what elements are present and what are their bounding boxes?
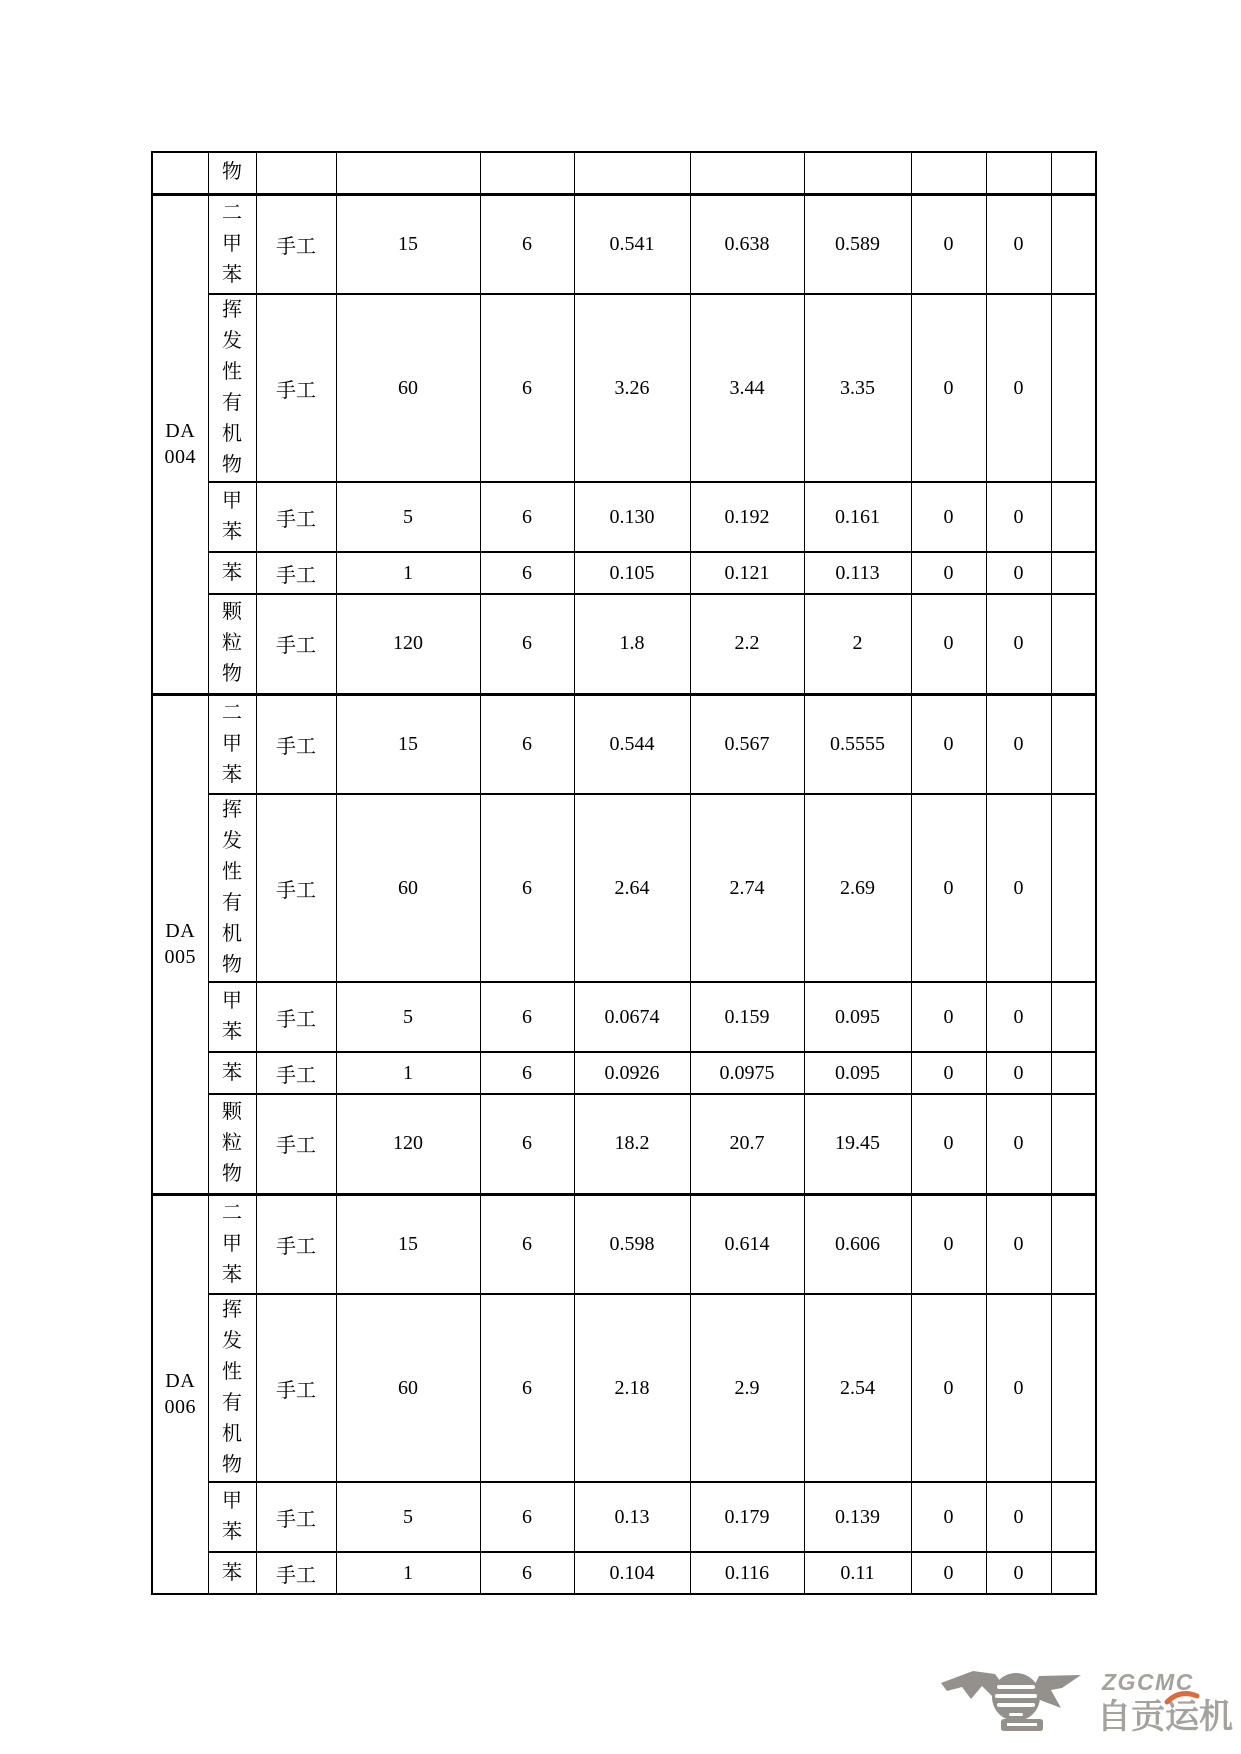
cell-blank bbox=[1051, 1094, 1096, 1194]
cell-count bbox=[480, 152, 574, 194]
cell-count: 6 bbox=[480, 1052, 574, 1094]
table-row bbox=[152, 194, 1096, 294]
cell-value-3: 0.095 bbox=[804, 1052, 911, 1094]
cell-zero-2: 0 bbox=[986, 594, 1051, 694]
cell-value-3: 0.161 bbox=[804, 482, 911, 552]
cell-value-3 bbox=[804, 152, 911, 194]
cell-value-2: 0.159 bbox=[690, 982, 804, 1052]
cell-method: 手工 bbox=[256, 482, 336, 552]
cell-count: 6 bbox=[480, 482, 574, 552]
pollutant-name: 颗粒物 bbox=[222, 1101, 242, 1186]
station-id-cell bbox=[152, 194, 208, 694]
pollutant-name: 二甲苯 bbox=[222, 201, 242, 286]
cell-count: 6 bbox=[480, 794, 574, 982]
cell-value-1 bbox=[574, 152, 690, 194]
cell-blank bbox=[1051, 982, 1096, 1052]
cell-limit: 5 bbox=[336, 1482, 480, 1552]
cell-zero-1: 0 bbox=[911, 552, 986, 594]
pollutant-name: 二甲苯 bbox=[222, 701, 242, 786]
station-id-label: DA 006 bbox=[164, 1370, 196, 1419]
cell-value-3: 2 bbox=[804, 594, 911, 694]
cell-count: 6 bbox=[480, 294, 574, 482]
station-id-cell bbox=[152, 1194, 208, 1594]
table-container bbox=[151, 151, 1097, 1595]
cell-method: 手工 bbox=[256, 594, 336, 694]
pollutant-name-cell bbox=[208, 152, 256, 194]
cell-limit: 120 bbox=[336, 594, 480, 694]
cell-value-2 bbox=[690, 152, 804, 194]
cell-zero-2: 0 bbox=[986, 1094, 1051, 1194]
cell-limit: 1 bbox=[336, 552, 480, 594]
station-group bbox=[152, 1194, 1096, 1594]
cell-value-1: 0.13 bbox=[574, 1482, 690, 1552]
cell-method: 手工 bbox=[256, 982, 336, 1052]
cell-zero-1: 0 bbox=[911, 1482, 986, 1552]
pollutant-name-cell bbox=[208, 294, 256, 482]
cell-blank bbox=[1051, 194, 1096, 294]
cell-value-2: 0.0975 bbox=[690, 1052, 804, 1094]
pollutant-name-cell bbox=[208, 1052, 256, 1094]
cell-method: 手工 bbox=[256, 694, 336, 794]
cell-value-1: 0.130 bbox=[574, 482, 690, 552]
cell-zero-1: 0 bbox=[911, 594, 986, 694]
pollutant-name: 苯 bbox=[222, 1561, 242, 1584]
cell-method: 手工 bbox=[256, 1294, 336, 1482]
pollutant-name: 苯 bbox=[222, 561, 242, 584]
cell-count: 6 bbox=[480, 1294, 574, 1482]
station-id-cell bbox=[152, 694, 208, 1194]
cell-limit: 120 bbox=[336, 1094, 480, 1194]
cell-value-3: 0.5555 bbox=[804, 694, 911, 794]
pollutant-name: 物 bbox=[222, 161, 242, 184]
pollutant-name-cell bbox=[208, 982, 256, 1052]
cell-value-2: 0.116 bbox=[690, 1552, 804, 1594]
cell-method: 手工 bbox=[256, 1052, 336, 1094]
cell-zero-2: 0 bbox=[986, 552, 1051, 594]
station-id-label: DA 005 bbox=[164, 920, 196, 968]
cell-zero-1: 0 bbox=[911, 1552, 986, 1594]
cell-zero-2: 0 bbox=[986, 694, 1051, 794]
pollutant-name: 挥发性有机物 bbox=[222, 299, 242, 476]
carryover-group bbox=[152, 152, 1096, 194]
cell-value-2: 0.638 bbox=[690, 194, 804, 294]
cell-method: 手工 bbox=[256, 1482, 336, 1552]
cell-limit: 1 bbox=[336, 1052, 480, 1094]
station-group bbox=[152, 194, 1096, 694]
cell-limit: 5 bbox=[336, 982, 480, 1052]
logo-pedestal-slit bbox=[1007, 1723, 1037, 1726]
table-row bbox=[152, 694, 1096, 794]
cell-value-1: 0.105 bbox=[574, 552, 690, 594]
cell-limit: 15 bbox=[336, 194, 480, 294]
cell-blank bbox=[1051, 1552, 1096, 1594]
cell-zero-2: 0 bbox=[986, 294, 1051, 482]
pollutant-name-cell bbox=[208, 594, 256, 694]
cell-zero-2: 0 bbox=[986, 982, 1051, 1052]
table-row bbox=[152, 982, 1096, 1052]
cell-zero-1: 0 bbox=[911, 694, 986, 794]
table-row bbox=[152, 1294, 1096, 1482]
cell-zero-1: 0 bbox=[911, 1094, 986, 1194]
table-row bbox=[152, 152, 1096, 194]
pollutant-name-cell bbox=[208, 1194, 256, 1294]
cell-count: 6 bbox=[480, 1094, 574, 1194]
cell-value-2: 2.2 bbox=[690, 594, 804, 694]
cell-limit: 60 bbox=[336, 294, 480, 482]
table-row bbox=[152, 1552, 1096, 1594]
cell-limit: 60 bbox=[336, 1294, 480, 1482]
pollutant-name: 苯 bbox=[222, 1061, 242, 1084]
cell-limit: 15 bbox=[336, 694, 480, 794]
cell-limit: 1 bbox=[336, 1552, 480, 1594]
table-row bbox=[152, 794, 1096, 982]
cell-blank bbox=[1051, 1052, 1096, 1094]
table-row bbox=[152, 1052, 1096, 1094]
cell-value-3: 0.11 bbox=[804, 1552, 911, 1594]
cell-blank bbox=[1051, 1482, 1096, 1552]
cell-zero-2 bbox=[986, 152, 1051, 194]
cell-blank bbox=[1051, 152, 1096, 194]
cell-method: 手工 bbox=[256, 794, 336, 982]
cell-value-2: 3.44 bbox=[690, 294, 804, 482]
company-logo-graphic bbox=[921, 1638, 1241, 1750]
cell-value-1: 0.104 bbox=[574, 1552, 690, 1594]
station-id-cell bbox=[152, 152, 208, 194]
cell-zero-2: 0 bbox=[986, 1552, 1051, 1594]
pollutant-name: 二甲苯 bbox=[222, 1201, 242, 1286]
cell-value-2: 2.9 bbox=[690, 1294, 804, 1482]
table-row bbox=[152, 552, 1096, 594]
cell-zero-2: 0 bbox=[986, 794, 1051, 982]
cell-zero-1: 0 bbox=[911, 1194, 986, 1294]
cell-method: 手工 bbox=[256, 294, 336, 482]
cell-limit: 5 bbox=[336, 482, 480, 552]
cell-value-3: 19.45 bbox=[804, 1094, 911, 1194]
table-row bbox=[152, 482, 1096, 552]
logo-zgcmc-text: ZGCMC bbox=[1102, 1669, 1194, 1695]
pollutant-name: 挥发性有机物 bbox=[222, 1299, 242, 1476]
cell-blank bbox=[1051, 294, 1096, 482]
pollutant-name: 挥发性有机物 bbox=[222, 799, 242, 976]
cell-method: 手工 bbox=[256, 1194, 336, 1294]
cell-count: 6 bbox=[480, 194, 574, 294]
monitoring-data-table bbox=[151, 151, 1097, 1595]
cell-value-3: 0.606 bbox=[804, 1194, 911, 1294]
cell-blank bbox=[1051, 482, 1096, 552]
cell-zero-2: 0 bbox=[986, 1294, 1051, 1482]
cell-method: 手工 bbox=[256, 1094, 336, 1194]
pollutant-name: 甲苯 bbox=[222, 490, 242, 543]
cell-zero-1: 0 bbox=[911, 1294, 986, 1482]
pollutant-name-cell bbox=[208, 1552, 256, 1594]
cell-zero-1: 0 bbox=[911, 1052, 986, 1094]
cell-zero-1: 0 bbox=[911, 294, 986, 482]
table-row bbox=[152, 1482, 1096, 1552]
cell-value-2: 0.192 bbox=[690, 482, 804, 552]
cell-method: 手工 bbox=[256, 1552, 336, 1594]
pollutant-name-cell bbox=[208, 694, 256, 794]
cell-value-1: 0.544 bbox=[574, 694, 690, 794]
cell-value-2: 0.614 bbox=[690, 1194, 804, 1294]
pollutant-name-cell bbox=[208, 194, 256, 294]
pollutant-name-cell bbox=[208, 1294, 256, 1482]
cell-method: 手工 bbox=[256, 194, 336, 294]
cell-zero-2: 0 bbox=[986, 194, 1051, 294]
cell-count: 6 bbox=[480, 694, 574, 794]
pollutant-name: 甲苯 bbox=[222, 990, 242, 1043]
station-id-label: DA 004 bbox=[164, 420, 196, 468]
cell-zero-2: 0 bbox=[986, 1052, 1051, 1094]
cell-value-3: 0.095 bbox=[804, 982, 911, 1052]
cell-value-3: 3.35 bbox=[804, 294, 911, 482]
cell-blank bbox=[1051, 594, 1096, 694]
cell-zero-1: 0 bbox=[911, 194, 986, 294]
cell-value-1: 1.8 bbox=[574, 594, 690, 694]
cell-value-2: 2.74 bbox=[690, 794, 804, 982]
cell-value-1: 3.26 bbox=[574, 294, 690, 482]
cell-value-3: 2.54 bbox=[804, 1294, 911, 1482]
pollutant-name: 颗粒物 bbox=[222, 601, 242, 686]
cell-count: 6 bbox=[480, 1552, 574, 1594]
station-group bbox=[152, 694, 1096, 1194]
cell-value-3: 0.113 bbox=[804, 552, 911, 594]
cell-blank bbox=[1051, 552, 1096, 594]
table-row bbox=[152, 294, 1096, 482]
cell-limit: 15 bbox=[336, 1194, 480, 1294]
cell-zero-2: 0 bbox=[986, 1194, 1051, 1294]
table-row bbox=[152, 594, 1096, 694]
cell-limit: 60 bbox=[336, 794, 480, 982]
cell-zero-1 bbox=[911, 152, 986, 194]
cell-zero-1: 0 bbox=[911, 482, 986, 552]
pollutant-name-cell bbox=[208, 1094, 256, 1194]
table-row bbox=[152, 1194, 1096, 1294]
cell-blank bbox=[1051, 694, 1096, 794]
cell-zero-1: 0 bbox=[911, 982, 986, 1052]
cell-zero-2: 0 bbox=[986, 482, 1051, 552]
cell-blank bbox=[1051, 1294, 1096, 1482]
logo-wing-right-shape bbox=[1033, 1675, 1081, 1708]
cell-count: 6 bbox=[480, 982, 574, 1052]
company-logo bbox=[921, 1638, 1241, 1750]
cell-zero-2: 0 bbox=[986, 1482, 1051, 1552]
cell-value-1: 0.0674 bbox=[574, 982, 690, 1052]
table-row bbox=[152, 1094, 1096, 1194]
cell-zero-1: 0 bbox=[911, 794, 986, 982]
cell-limit bbox=[336, 152, 480, 194]
cell-value-1: 18.2 bbox=[574, 1094, 690, 1194]
pollutant-name: 甲苯 bbox=[222, 1490, 242, 1543]
logo-chinese-text: 自贡运机 bbox=[1097, 1698, 1233, 1736]
cell-blank bbox=[1051, 1194, 1096, 1294]
pollutant-name-cell bbox=[208, 794, 256, 982]
cell-method bbox=[256, 152, 336, 194]
cell-value-3: 0.139 bbox=[804, 1482, 911, 1552]
cell-method: 手工 bbox=[256, 552, 336, 594]
cell-value-1: 0.598 bbox=[574, 1194, 690, 1294]
cell-blank bbox=[1051, 794, 1096, 982]
pollutant-name-cell bbox=[208, 482, 256, 552]
cell-value-1: 2.64 bbox=[574, 794, 690, 982]
cell-count: 6 bbox=[480, 1482, 574, 1552]
cell-value-2: 0.121 bbox=[690, 552, 804, 594]
cell-count: 6 bbox=[480, 1194, 574, 1294]
cell-value-1: 0.541 bbox=[574, 194, 690, 294]
pollutant-name-cell bbox=[208, 1482, 256, 1552]
cell-value-3: 2.69 bbox=[804, 794, 911, 982]
cell-count: 6 bbox=[480, 552, 574, 594]
pollutant-name-cell bbox=[208, 552, 256, 594]
cell-value-1: 2.18 bbox=[574, 1294, 690, 1482]
cell-value-1: 0.0926 bbox=[574, 1052, 690, 1094]
cell-value-2: 20.7 bbox=[690, 1094, 804, 1194]
cell-value-2: 0.567 bbox=[690, 694, 804, 794]
cell-value-3: 0.589 bbox=[804, 194, 911, 294]
cell-value-2: 0.179 bbox=[690, 1482, 804, 1552]
cell-count: 6 bbox=[480, 594, 574, 694]
